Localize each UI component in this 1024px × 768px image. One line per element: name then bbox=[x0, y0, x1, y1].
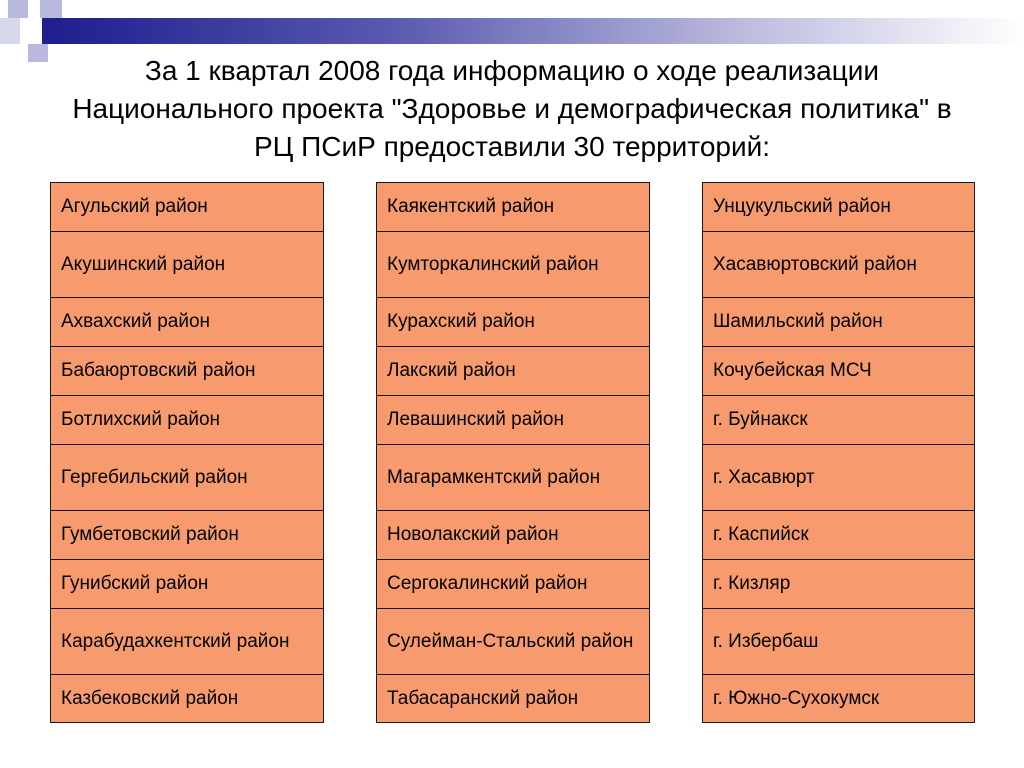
territory-cell: Хасавюртовский район bbox=[703, 232, 975, 298]
territory-cell: г. Кизляр bbox=[703, 560, 975, 609]
territory-cell: Бабаюртовский район bbox=[51, 347, 324, 396]
territory-column-3 bbox=[702, 182, 975, 723]
deco-square bbox=[8, 0, 28, 18]
territory-cell: Унцукульский район bbox=[703, 183, 975, 232]
deco-square bbox=[28, 44, 48, 62]
territory-cell: Кочубейская МСЧ bbox=[703, 347, 975, 396]
territory-cell: Акушинский район bbox=[51, 232, 324, 298]
territory-cell: Агульский район bbox=[51, 183, 324, 232]
slide-title: За 1 квартал 2008 года информацию о ходе реализации Национального проекта "Здоровье и демографическая политика" в РЦ ПСиР предоставили 30 территорий: bbox=[72, 55, 952, 162]
territory-cell: г. Каспийск bbox=[703, 511, 975, 560]
territory-cell: Новолакский район bbox=[377, 511, 650, 560]
territory-cell: Лакский район bbox=[377, 347, 650, 396]
territory-cell: Кумторкалинский район bbox=[377, 232, 650, 298]
territory-cell: г. Южно-Сухокумск bbox=[703, 675, 975, 723]
territory-cell: Гунибский район bbox=[51, 560, 324, 609]
territory-cell: Табасаранский район bbox=[377, 675, 650, 723]
territory-cell: Карабудахкентский район bbox=[51, 609, 324, 675]
territory-cell: Казбековский район bbox=[51, 675, 324, 723]
deco-square bbox=[42, 18, 56, 44]
territory-cell: Каякентский район bbox=[377, 183, 650, 232]
territory-cell: Гергебильский район bbox=[51, 445, 324, 511]
territory-cell: Гумбетовский район bbox=[51, 511, 324, 560]
deco-square bbox=[40, 0, 62, 18]
deco-square bbox=[0, 18, 20, 44]
territory-column-1 bbox=[50, 182, 324, 723]
deco-square bbox=[8, 44, 28, 62]
territory-cell: Шамильский район bbox=[703, 298, 975, 347]
territory-cell: г. Буйнакск bbox=[703, 396, 975, 445]
top-gradient-bar bbox=[56, 18, 1024, 44]
territory-cell: Сергокалинский район bbox=[377, 560, 650, 609]
territory-cell: Курахский район bbox=[377, 298, 650, 347]
territory-cell: г. Хасавюрт bbox=[703, 445, 975, 511]
territory-cell: Левашинский район bbox=[377, 396, 650, 445]
territory-cell: Ахвахский район bbox=[51, 298, 324, 347]
territory-cell: г. Избербаш bbox=[703, 609, 975, 675]
territory-cell: Сулейман-Стальский район bbox=[377, 609, 650, 675]
territory-column-2 bbox=[376, 182, 650, 723]
deco-square bbox=[20, 18, 42, 44]
territory-cell: Ботлихский район bbox=[51, 396, 324, 445]
territory-cell: Магарамкентский район bbox=[377, 445, 650, 511]
